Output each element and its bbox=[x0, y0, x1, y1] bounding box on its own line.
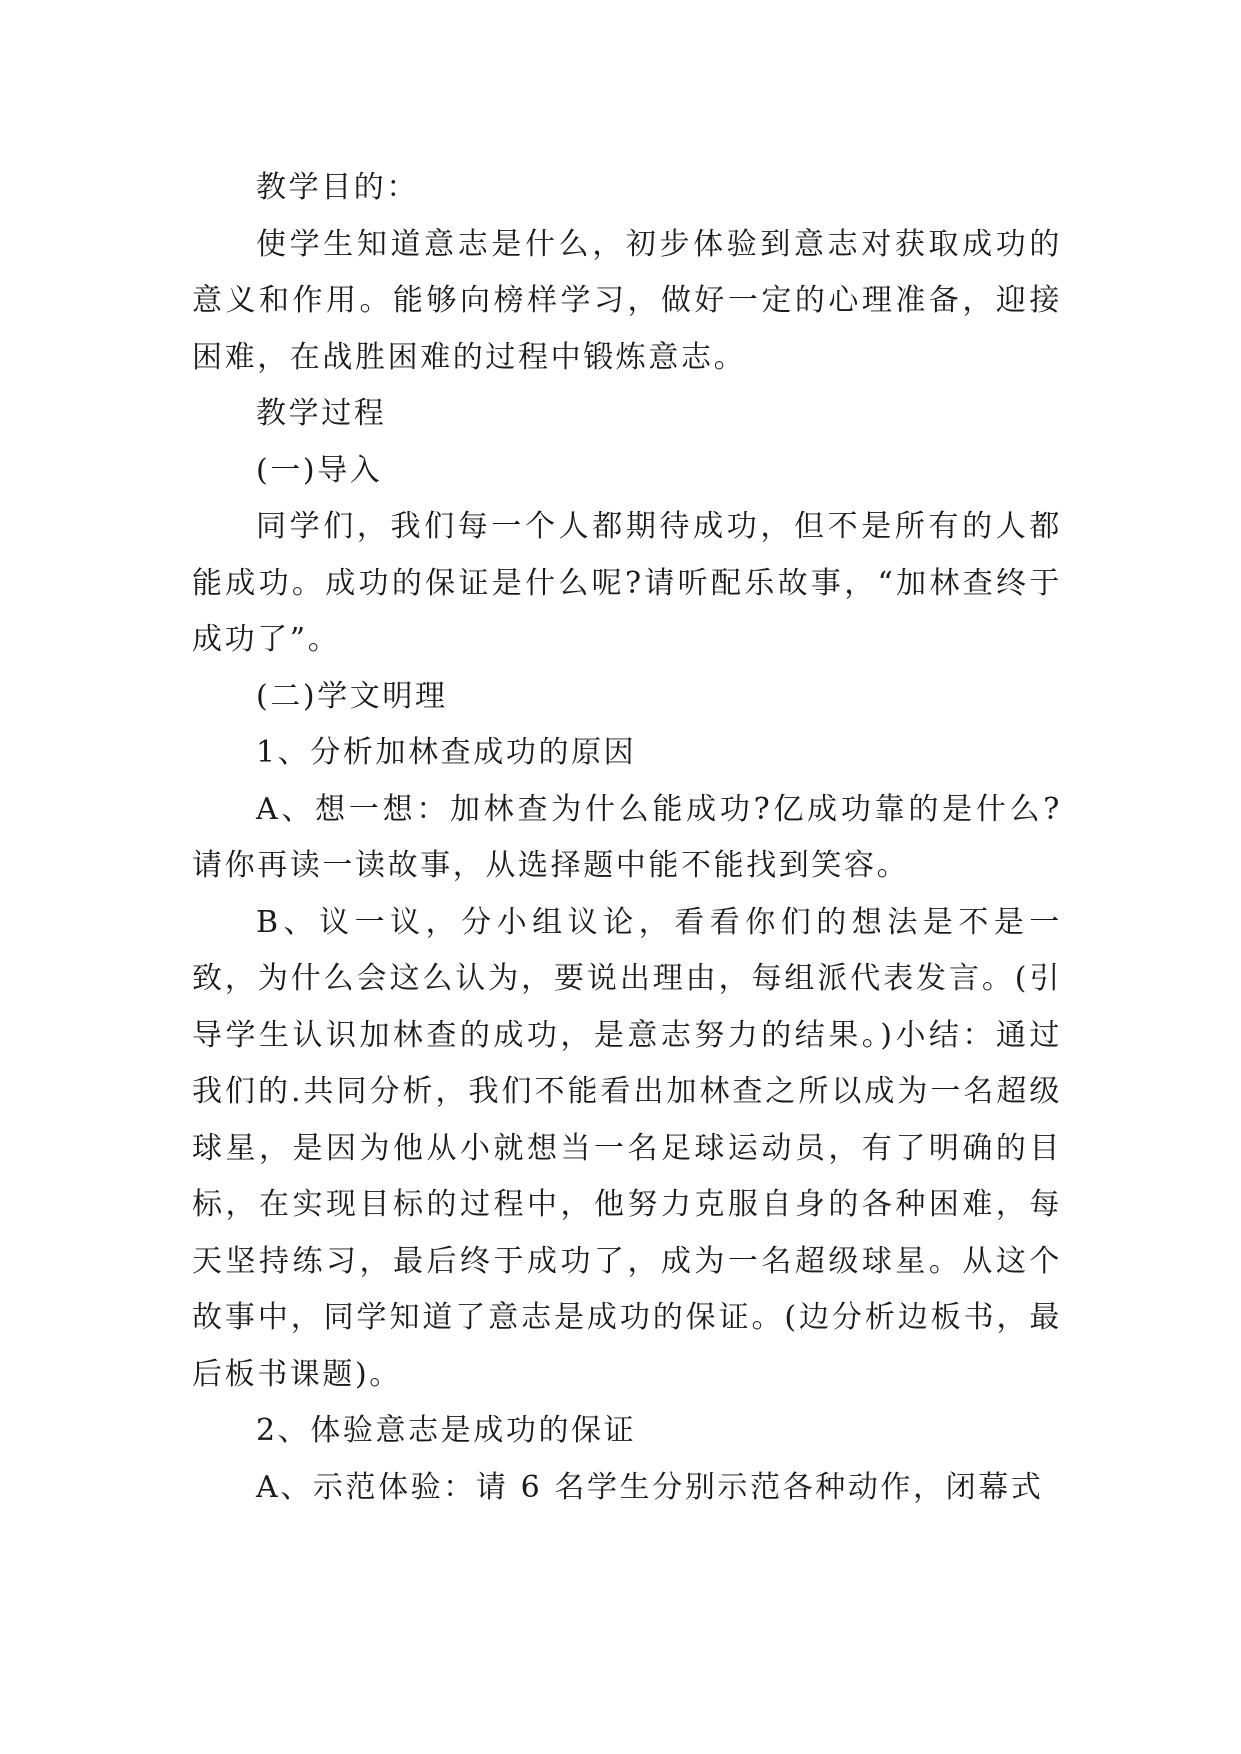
paragraph-teaching-goal: 使学生知道意志是什么，初步体验到意志对获取成功的意义和作用。能够向榜样学习，做好一定的心理准备，迎接困难，在战胜困难的过程中锻炼意志。 bbox=[192, 226, 1062, 375]
paragraph-introduction: 同学们，我们每一个人都期待成功，但不是所有的人都能成功。成功的保证是什么呢?请听配乐故事，“加林查终于成功了”。 bbox=[192, 509, 1062, 657]
paragraph-discuss: B、议一议，分小组议论，看看你们的想法是不是一致，为什么会这么认为，要说出理由，每组派代表发言。(引导学生认识加林查的成功，是意志努力的结果。)小结：通过我们的.共同分析，我们不能看出加林查之所以成为一名超级球星，是因为他从小就想当一名足球运动员，有了明确的目标，在实现目标的过程中，他努力克服自身的各种困难，每天坚持练习，最后终于成功了，成为一名超级球星。从这个故事中，同学知道了意志是成功的保证。(边分析边板书，最后板书课题)。 bbox=[192, 904, 1062, 1392]
section-heading-teaching-goal: 教学目的： bbox=[256, 170, 419, 205]
paragraph-think: A、想一想：加林查为什么能成功?亿成功靠的是什么?请你再读一读故事，从选择题中能不能找到笑容。 bbox=[192, 791, 1062, 883]
subheading-study-text: (二)学文明理 bbox=[256, 678, 448, 714]
section-heading-teaching-process: 教学过程 bbox=[256, 396, 387, 431]
subheading-introduction: (一)导入 bbox=[256, 452, 383, 488]
document-body bbox=[192, 160, 1062, 1516]
paragraph-demonstration: A、示范体验：请 6 名学生分别示范各种动作，闭幕式 bbox=[256, 1469, 1044, 1505]
item-heading-analysis: 1、分析加林查成功的原因 bbox=[256, 735, 637, 770]
item-heading-experience: 2、体验意志是成功的保证 bbox=[256, 1413, 637, 1448]
